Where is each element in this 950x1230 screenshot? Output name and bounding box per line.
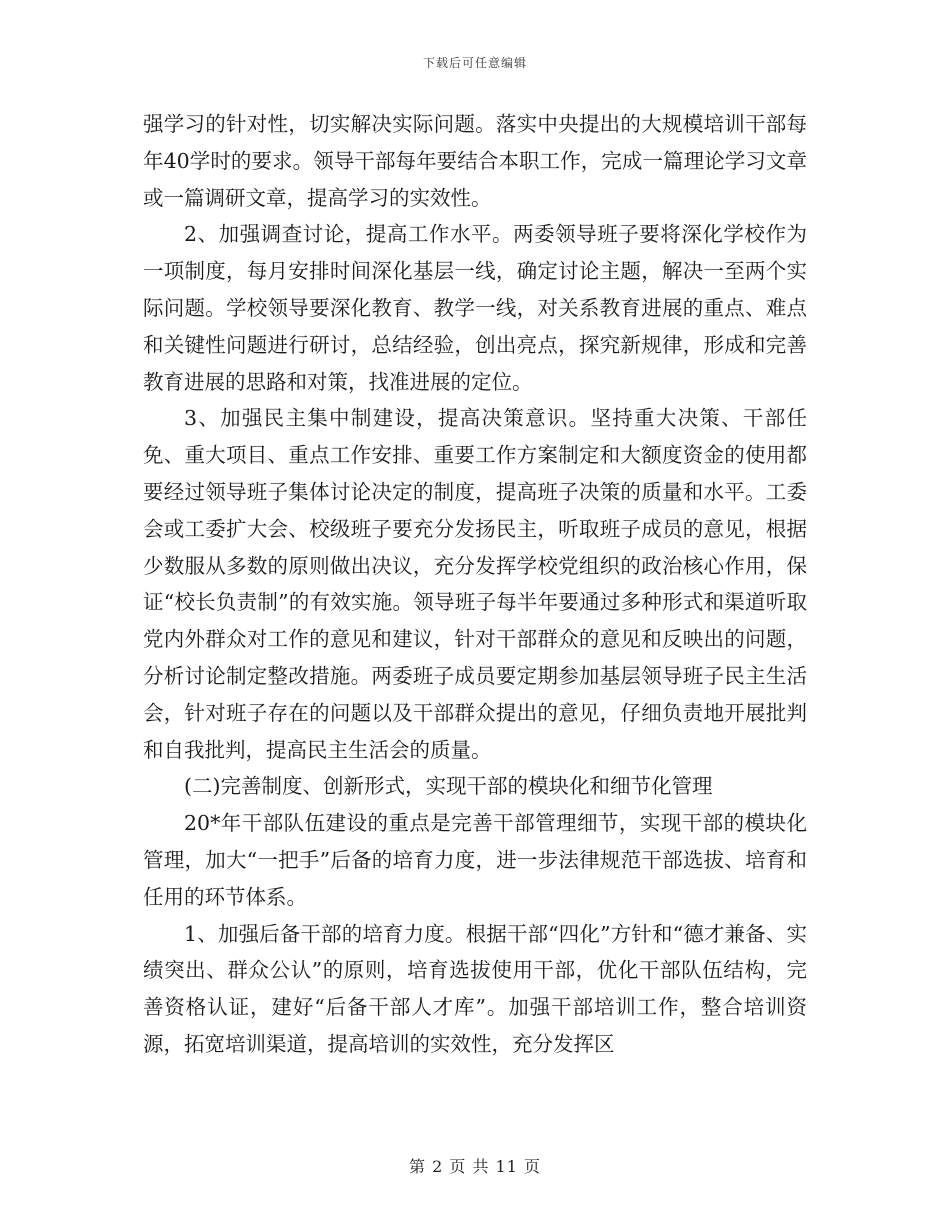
- paragraph-cadre-focus: 20*年干部队伍建设的重点是完善干部管理细节，实现干部的模块化管理，加大“一把手”后备的培育力度，进一步法律规范干部选拔、培育和任用的环节体系。: [143, 811, 807, 909]
- paragraph-reserve-cadres: 1、加强后备干部的培育力度。根据干部“四化”方针和“德才兼备、实绩突出、群众公认”的原则，培育选拔使用干部，优化干部队伍结构，完善资格认证，建好“后备干部人才库”。加强干部培训工作，整合培训资源，拓宽培训渠道，提高培训的实效性，充分发挥区: [143, 921, 807, 1056]
- section-heading: (二)完善制度、创新形式，实现干部的模块化和细节化管理: [184, 774, 713, 799]
- paragraph-democratic-centralism: 3、加强民主集中制建设，提高决策意识。坚持重大决策、干部任免、重大项目、重点工作安排、重要工作方案制定和大额度资金的使用都要经过领导班子集体讨论决定的制度，提高班子决策的质量和水平。工委会或工委扩大会、校级班子要充分发扬民主，听取班子成员的意见，根据少数服从多数的原则做出决议，充分发挥学校党组织的政治核心作用，保证“校长负责制”的有效实施。领导班子每半年要通过多种形式和渠道听取党内外群众对工作的意见和建议，针对干部群众的意见和反映出的问题，分析讨论制定整改措施。两委班子成员要定期参加基层领导班子民主生活会，针对班子存在的问题以及干部群众提出的意见，仔细负责地开展批判和自我批判，提高民主生活会的质量。: [143, 406, 807, 762]
- paragraph-continuation: 强学习的针对性，切实解决实际问题。落实中央提出的大规模培训干部每年40学时的要求。领导干部每年要结合本职工作，完成一篇理论学习文章或一篇调研文章，提高学习的实效性。: [143, 112, 807, 210]
- paragraph-research: 2、加强调查讨论，提高工作水平。两委领导班子要将深化学校作为一项制度，每月安排时间深化基层一线，确定讨论主题，解决一至两个实际问题。学校领导要深化教育、教学一线，对关系教育进展的重点、难点和关键性问题进行研讨，总结经验，创出亮点，探究新规律，形成和完善教育进展的思路和对策，找准进展的定位。: [143, 222, 807, 394]
- page-header: 下载后可任意编辑: [422, 56, 527, 70]
- document-body: [143, 106, 807, 1063]
- page-footer: 第 2 页 共 11 页: [409, 1157, 541, 1176]
